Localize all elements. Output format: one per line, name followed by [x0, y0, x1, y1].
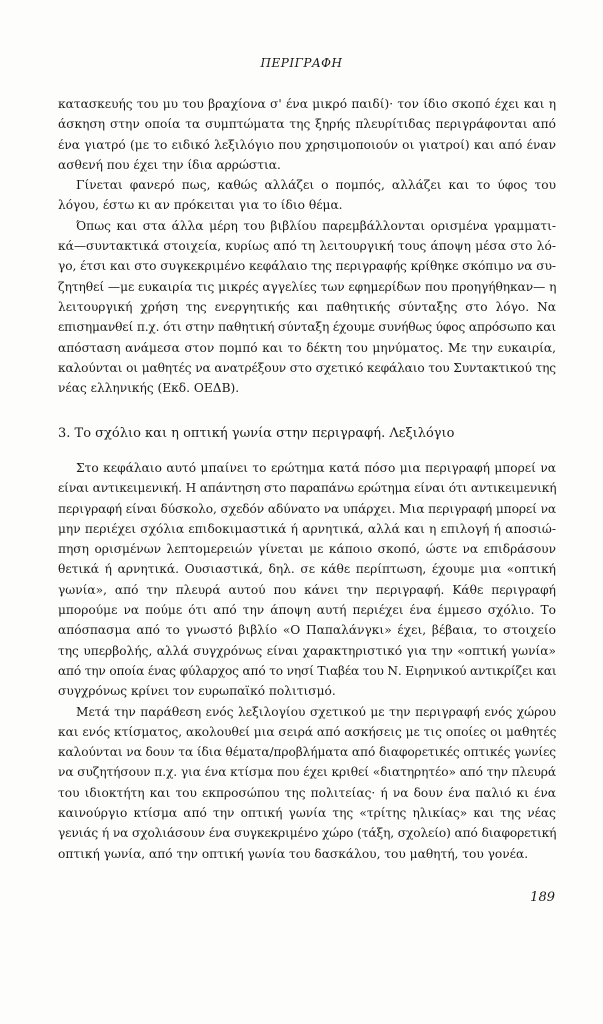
text-line: καλούνται να δουν τα ίδια θέματα/προβλήματα από διαφορετικές οπτικές γωνίες: [58, 745, 556, 760]
text-line: μην περιέχει σχόλια επιδοκιμαστικά ή αρνητικά, αλλά και η επιλογή ή αποσιώ-: [58, 521, 556, 536]
text-line: Γίνεται φανερό πως, καθώς αλλάζει ο πομπός, αλλάζει και το ύφος του: [76, 178, 556, 193]
text-line: του ιδιοκτήτη και του εκπροσώπου της πολιτείας· ή να δουν ένα παλιό κι ένα: [58, 785, 556, 800]
text-line: άσκηση στην οποία τα συμπτώματα της ξηρής πλευρίτιδας περιγράφονται από: [58, 117, 556, 132]
text-line: της υπερβολής, αλλά συγχρόνως είναι χαρακτηριστικό για την «οπτική γωνία»: [58, 643, 556, 658]
text-line: Όπως και στα άλλα μέρη του βιβλίου παρεμβάλλονται ορισμένα γραμματι-: [76, 218, 556, 233]
text-line: λειτουργική χρήση της ενεργητικής και παθητικής σύνταξης στο λόγο. Να: [58, 299, 556, 314]
text-line: μπορούμε να πούμε ότι από την άποψη αυτή περιέχει ένα έμμεσο σχόλιο. Το: [58, 603, 556, 618]
text-line: κατασκευής του μυ του βραχίονα σ' ένα μικρό παιδί)· τον ίδιο σκοπό έχει και η: [58, 97, 556, 111]
text-line: πηση ορισμένων λεπτομερειών γίνεται με κάποιο σκοπό, ώστε να επιδράσουν: [58, 542, 556, 557]
text-line: κά—συντακτικά στοιχεία, κυρίως από τη λειτουργική τους άποψη μέσα στο λό-: [58, 239, 556, 254]
text-line: επισημανθεί π.χ. ότι στην παθητική σύνταξη έχουμε συνήθως ύφος απρόσωπο και: [58, 320, 556, 335]
running-head: ΠΕΡΙΓΡΑΦΗ: [260, 56, 343, 70]
text-line: νέας ελληνικής (Εκδ. ΟΕΔΒ).: [58, 381, 240, 396]
text-line: απόσπασμα από το γνωστό βιβλίο «Ο Παπαλάνγκι» έχει, βέβαια, το στοιχείο: [58, 623, 556, 638]
text-line: θετικά ή αρνητικά. Ουσιαστικά, δηλ. σε κάθε περίπτωση, έχουμε μια «οπτική: [58, 562, 556, 577]
text-line: ασθενή που έχει την ίδια αρρώστια.: [58, 157, 281, 172]
text-line: λόγου, έστω κι αν πρόκειται για το ίδιο θέμα.: [58, 198, 343, 213]
text-line: είναι αντικειμενική. Η απάντηση στο παραπάνω ερώτημα είναι ότι αντικειμενική: [58, 481, 557, 496]
text-line: ζητηθεί —με ευκαιρία τις μικρές αγγελίες των εφημερίδων που προηγήθηκαν— η: [58, 279, 557, 294]
text-line: από την οποία ένας φύλαρχος από το νησί Τιαβέα του Ν. Ειρηνικού αντικρίζει και: [58, 663, 557, 678]
text-line: Μετά την παράθεση ενός λεξιλογίου σχετικού με την περιγραφή ενός χώρου: [76, 704, 556, 719]
text-block-lower: [58, 458, 556, 864]
text-line: να συζητήσουν π.χ. για ένα κτίσμα που έχει κριθεί «διατηρητέο» από την πλευρά: [58, 765, 556, 780]
text-line: περιγραφή είναι δύσκολο, σχεδόν αδύνατο να υπάρχει. Μια περιγραφή μπορεί να: [58, 501, 557, 516]
section-heading: 3. Το σχόλιο και η οπτική γωνία στην περιγραφή. Λεξιλόγιο: [58, 426, 455, 441]
text-line: οπτική γωνία, από την οπτική γωνία του δασκάλου, του μαθητή, του γονέα.: [58, 846, 529, 861]
text-line: καινούργιο κτίσμα από την οπτική γωνία της «τρίτης ηλικίας» και της νέας: [58, 806, 556, 821]
text-line: καλούνται οι μαθητές να ανατρέξουν στο σχετικό κεφάλαιο του Συντακτικού της: [58, 360, 556, 375]
text-line: γο, έτσι και στο συγκεκριμένο κεφάλαιο της περιγραφής κρίθηκε σκόπιμο να συ-: [58, 259, 556, 274]
text-line: ένα γιατρό (με το ειδικό λεξιλόγιο που χρησιμοποιούν οι γιατροί) και από έναν: [58, 137, 556, 152]
text-block-upper: [58, 94, 556, 398]
text-line: γενιάς ή να σχολιάσουν ένα συγκεκριμένο χώρο (τάξη, σχολείο) από διαφορετική: [58, 826, 557, 841]
text-line: γωνία», από την πλευρά αυτού που κάνει την περιγραφή. Κάθε περιγραφή: [58, 582, 556, 597]
text-line: συγχρόνως κρίνει τον ευρωπαϊκό πολιτισμό.: [58, 684, 336, 699]
text-line: και ενός κτίσματος, ακολουθεί μια σειρά από ασκήσεις με τις οποίες οι μαθητές: [58, 724, 557, 739]
text-line: απόσταση ανάμεσα στον πομπό και το δέκτη του μηνύματος. Με την ευκαιρία,: [58, 340, 556, 355]
text-line: Στο κεφάλαιο αυτό μπαίνει το ερώτημα κατά πόσο μια περιγραφή μπορεί να: [76, 461, 556, 475]
page-number: 189: [530, 890, 555, 905]
